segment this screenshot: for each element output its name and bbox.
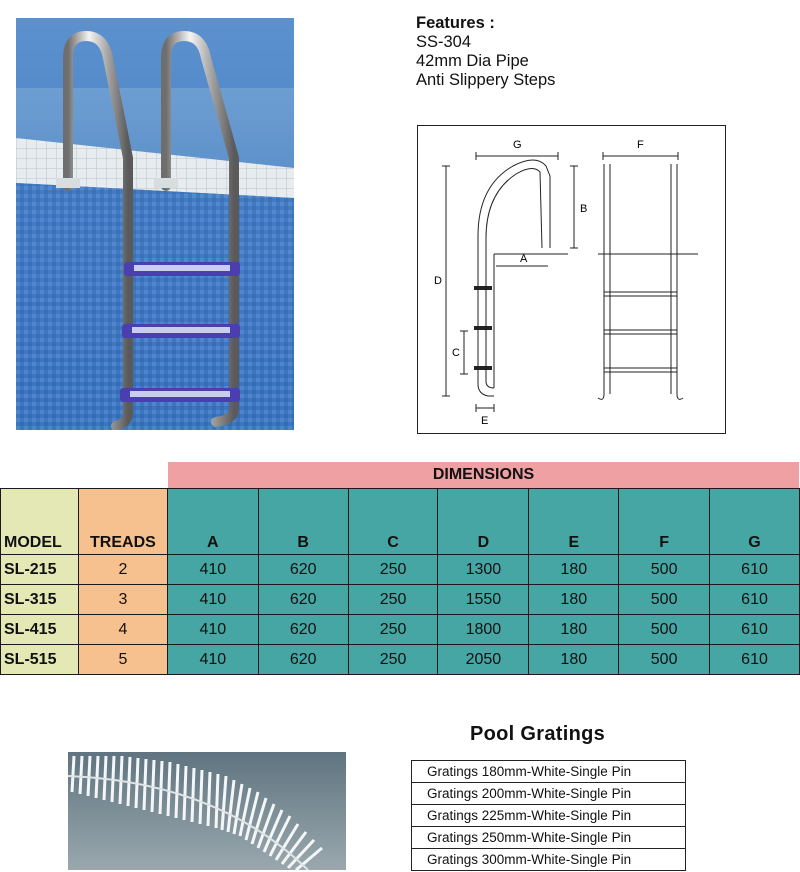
cell-d: 2050 [438,645,529,675]
dimensions-grid [0,488,800,675]
cell-c: 250 [348,645,438,675]
cell-f: 500 [619,555,710,585]
feature-item: 42mm Dia Pipe [416,52,529,70]
cell-d: 1300 [438,555,529,585]
list-item [412,805,686,827]
dim-label-b: B [580,203,588,215]
ladder-photo [16,18,294,430]
gratings-title: Pool Gratings [470,723,606,745]
dimensions-banner: DIMENSIONS [168,462,799,488]
cell-f: 500 [619,585,710,615]
features-block [416,14,555,90]
table-header-row [1,489,800,555]
cell-g: 610 [710,585,800,615]
dim-label-f: F [637,139,644,151]
cell-treads: 3 [78,585,167,615]
cell-a: 410 [167,555,258,585]
header-a: A [167,489,258,555]
table-row [1,615,800,645]
grating-item: Gratings 200mm-White-Single Pin [412,783,686,805]
cell-b: 620 [258,555,348,585]
header-d: D [438,489,529,555]
header-g: G [710,489,800,555]
feature-item: Anti Slippery Steps [416,71,556,89]
cell-c: 250 [348,585,438,615]
technical-drawing [417,125,726,434]
cell-a: 410 [167,615,258,645]
cell-e: 180 [529,585,619,615]
feature-item: SS-304 [416,33,472,51]
table-row [1,645,800,675]
header-c: C [348,489,438,555]
ladder-illustration [16,18,294,430]
gratings-illustration [68,752,346,870]
dim-label-e: E [481,415,489,427]
dim-label-d: D [434,275,442,287]
header-f: F [619,489,710,555]
cell-g: 610 [710,555,800,585]
list-item [412,761,686,783]
cell-b: 620 [258,585,348,615]
cell-a: 410 [167,585,258,615]
header-model: MODEL [1,489,79,555]
cell-g: 610 [710,645,800,675]
cell-e: 180 [529,615,619,645]
cell-treads: 4 [78,615,167,645]
cell-c: 250 [348,555,438,585]
cell-model: SL-415 [1,615,79,645]
header-e: E [529,489,619,555]
list-item [412,827,686,849]
dim-label-g: G [513,139,522,151]
cell-f: 500 [619,645,710,675]
cell-treads: 2 [78,555,167,585]
grating-item: Gratings 180mm-White-Single Pin [412,761,686,783]
dim-label-c: C [452,347,460,359]
cell-d: 1550 [438,585,529,615]
header-treads: TREADS [78,489,167,555]
cell-model: SL-215 [1,555,79,585]
table-row [1,555,800,585]
list-item [412,783,686,805]
cell-e: 180 [529,555,619,585]
cell-model: SL-515 [1,645,79,675]
cell-e: 180 [529,645,619,675]
grating-item: Gratings 250mm-White-Single Pin [412,827,686,849]
dimensions-table [0,462,800,692]
cell-treads: 5 [78,645,167,675]
cell-c: 250 [348,615,438,645]
gratings-list [411,760,686,871]
gratings-photo [68,752,346,870]
cell-b: 620 [258,615,348,645]
cell-a: 410 [167,645,258,675]
ladder-diagram [418,126,725,433]
grating-item: Gratings 225mm-White-Single Pin [412,805,686,827]
cell-f: 500 [619,615,710,645]
features-title: Features : [416,14,495,32]
dim-label-a: A [520,253,528,265]
grating-item: Gratings 300mm-White-Single Pin [412,849,686,871]
cell-model: SL-315 [1,585,79,615]
cell-b: 620 [258,645,348,675]
cell-g: 610 [710,615,800,645]
header-b: B [258,489,348,555]
cell-d: 1800 [438,615,529,645]
table-row [1,585,800,615]
list-item [412,849,686,871]
